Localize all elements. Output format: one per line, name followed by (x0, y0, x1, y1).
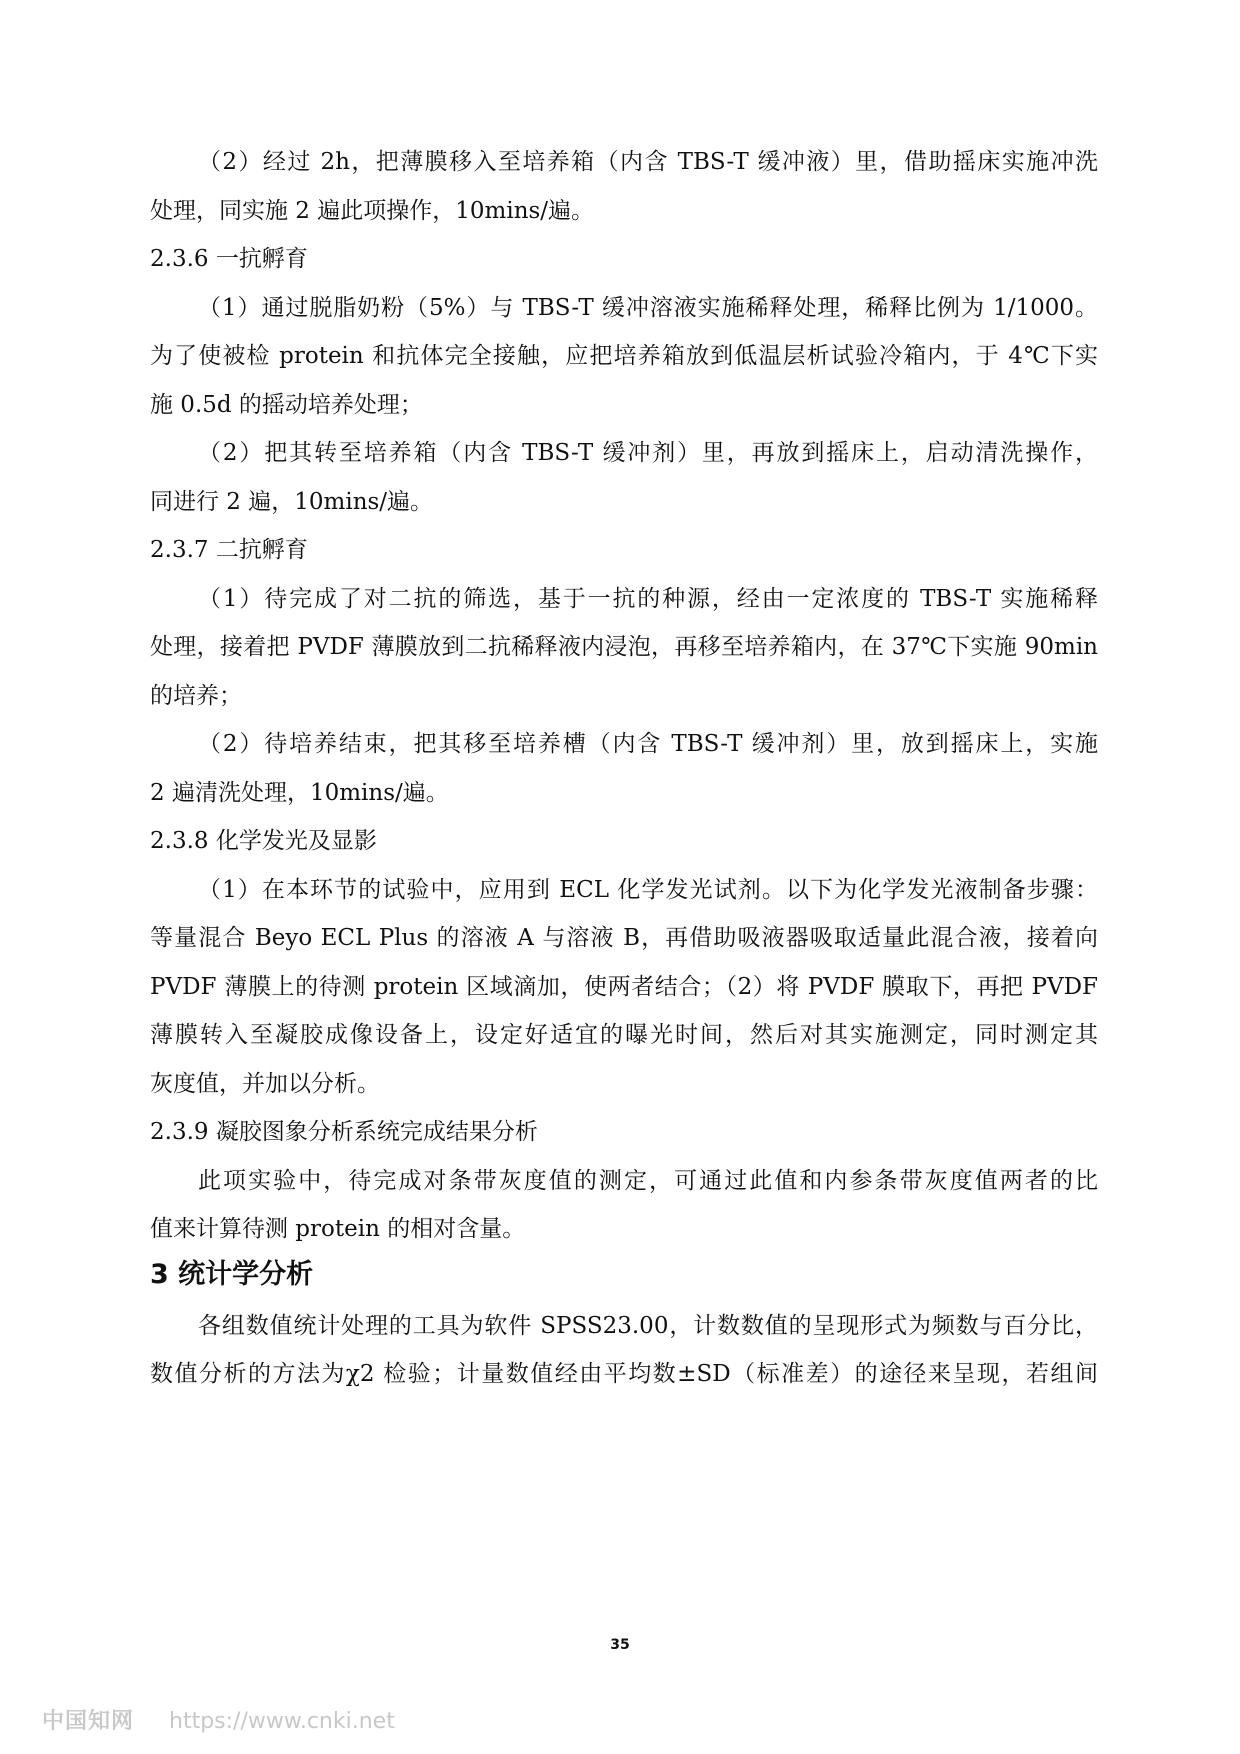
section-heading: 3 统计学分析 (150, 1259, 314, 1290)
watermark (42, 1708, 395, 1736)
paragraph-line: （1）通过脱脂奶粉（5%）与 TBS-T 缓冲溶液实施稀释处理，稀释比例为 1/1000。 (198, 295, 1098, 321)
paragraph-line: 处理，同实施 2 遍此项操作，10mins/遍。 (150, 198, 595, 224)
subsection-heading: 2.3.6 一抗孵育 (150, 246, 308, 272)
paragraph-line: 的培养； (150, 683, 242, 709)
paragraph-line: 2 遍清洗处理，10mins/遍。 (150, 780, 449, 806)
paragraph-line: （2）待培养结束，把其移至培养槽（内含 TBS-T 缓冲剂）里，放到摇床上，实施 (198, 731, 1098, 757)
subsection-heading: 2.3.9 凝胶图象分析系统完成结果分析 (150, 1119, 538, 1145)
paragraph-line: 等量混合 Beyo ECL Plus 的溶液 A 与溶液 B，再借助吸液器吸取适量此混合液，接着向 (150, 925, 1098, 951)
paragraph-line: （2）把其转至培养箱（内含 TBS-T 缓冲剂）里，再放到摇床上，启动清洗操作， (198, 440, 1098, 466)
paragraph-line: 各组数值统计处理的工具为软件 SPSS23.00，计数数值的呈现形式为频数与百分比， (198, 1313, 1098, 1339)
paragraph-line: 施 0.5d 的摇动培养处理； (150, 392, 423, 418)
paragraph-line: （1）待完成了对二抗的筛选，基于一抗的种源，经由一定浓度的 TBS-T 实施稀释 (198, 586, 1098, 612)
paragraph-line: 薄膜转入至凝胶成像设备上，设定好适宜的曝光时间，然后对其实施测定，同时测定其 (150, 1022, 1098, 1048)
paragraph-line: 灰度值，并加以分析。 (150, 1071, 380, 1097)
paragraph-line: （2）经过 2h，把薄膜移入至培养箱（内含 TBS-T 缓冲液）里，借助摇床实施冲洗 (198, 149, 1098, 175)
watermark-url: https://www.cnki.net (169, 1709, 395, 1734)
paragraph-line: 数值分析的方法为χ2 检验；计量数值经由平均数±SD（标准差）的途径来呈现，若组间 (150, 1361, 1098, 1387)
paragraph-line: 同进行 2 遍，10mins/遍。 (150, 489, 434, 515)
cnki-logo-text: 中国知网 (42, 1709, 135, 1734)
paragraph-line: 处理，接着把 PVDF 薄膜放到二抗稀释液内浸泡，再移至培养箱内，在 37℃下实施 90min (150, 634, 1098, 660)
paragraph-line: 值来计算待测 protein 的相对含量。 (150, 1216, 526, 1242)
subsection-heading: 2.3.7 二抗孵育 (150, 537, 308, 563)
paragraph-line: 为了使被检 protein 和抗体完全接触，应把培养箱放到低温层析试验冷箱内，于 4℃下实 (150, 343, 1098, 369)
paragraph-line: 此项实验中，待完成对条带灰度值的测定，可通过此值和内参条带灰度值两者的比 (198, 1168, 1098, 1194)
paragraph-line: PVDF 薄膜上的待测 protein 区域滴加，使两者结合；（2）将 PVDF 膜取下，再把 PVDF (150, 974, 1098, 1000)
subsection-heading: 2.3.8 化学发光及显影 (150, 828, 377, 854)
paragraph-line: （1）在本环节的试验中，应用到 ECL 化学发光试剂。以下为化学发光液制备步骤： (198, 877, 1098, 903)
page-number: 35 (610, 1637, 630, 1653)
